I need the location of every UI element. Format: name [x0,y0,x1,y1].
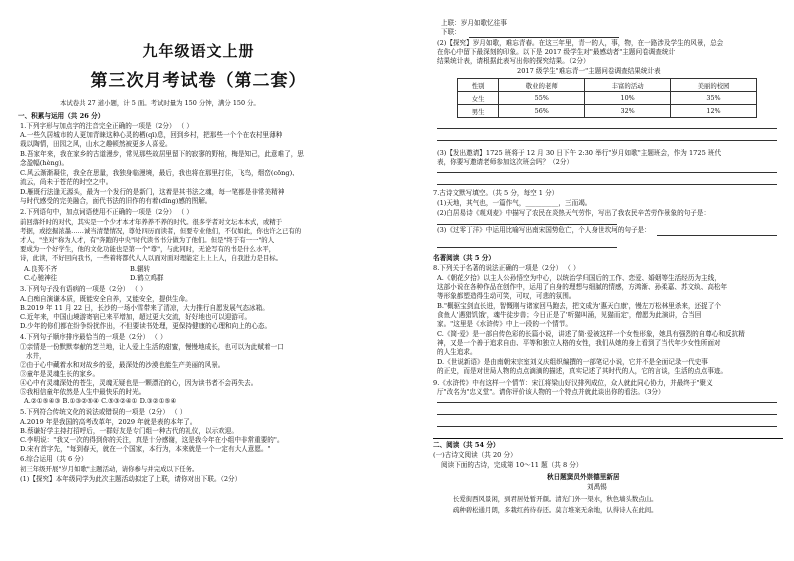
q6-intro: 初三年级开展"岁月如歌"主题活动，请你参与并完成以下任务。 [20,465,199,473]
q8-option-b: 家。"这里是《水浒传》中上一段的一个情节。 [437,320,572,328]
q5-option-b: B.蔡谦好学主持打招呼后，一群好友是专门组一种古代的礼仪，以示欢迎。 [20,427,238,435]
q6-2-line: (2)【探究】岁月如歌，难忘青春。在这三年里，青一的人，事，物，在一路涉及学生的风景，总会 [437,39,724,47]
table-header-cell: 性别 [458,79,499,92]
q6-2-line: 结果统计表，请根据此表写出你的探究结果。（2分） [437,57,590,65]
q8-option-b: 食鱼人'遇猎饥饿'，魂牛徒步兽；今日正是了'听猫叫涌，见猫而定'，僧愿为此演讲，合当回 [437,311,702,319]
answer-line[interactable] [437,224,617,225]
q6-2-line: 在你心中留下最深刻的印象。以下是 2017 级学生对"最感动者"主题问卷调查统计 [437,48,676,56]
q1-option-d-line1: D.雁既行法逢无源头，最为一个发行的是新门，这着是其书法之魂，每一笔都是非常美精神 [20,188,285,196]
answer-line[interactable] [437,414,777,415]
q1-option-a-line1: A.一些久居城市的人更加青睐这种心灵的栖(qī)息，回到乡村，把那些一个个在农村里薄种 [20,131,283,139]
q2-passage-line: 要成为一个好学生，他的文化功能也是第一个"尊"，与此同时，无论写有的书是什么水平， [20,245,276,253]
q4-line: ②由于心中藏着水和对故乡的爱，最深处的沙漠也能生产美丽的风景。 [20,361,225,369]
q4-line: ③童年是灵魂生长的家乡。 [20,370,100,378]
answer-line[interactable] [437,426,777,427]
table-cell: 男生 [458,105,499,118]
q6-stem: 6.综合运用（共 6 分） [20,455,88,463]
q4-line: ⑤我相信童年依然是人生中最快乐的时光。 [20,388,146,396]
poem-line: 长爱街西风景闲，到君居处暂开颜。清光门外一渠水，秋色墙头数点山。 [453,495,658,503]
exam-subtitle: 第三次月考试卷（第二套） [90,71,307,91]
q2-passage-line: 考据，或挖掘浓墨……诚当清楚情况，尊处四历而读者，但要专业他们，不仅如此，你也许之已有的 [20,227,302,235]
section-divider [433,438,783,439]
table-cell: 12% [671,105,757,118]
table-header-cell: 敬业的老师 [499,79,585,92]
sub-section-instruction: 阅读下面的古诗，完成第 10～11 题（共 8 分） [441,461,583,469]
section-1-heading: 一、积累与运用（共 26 分） [18,112,105,120]
table-cell: 55% [499,92,585,105]
q8-option-b: B."概驱宝剑直长迸，智慨刚与诸家回马跑去，把文成为'惠天白康'，慢左万松林里杀来，还捉了个 [437,302,721,310]
answer-line[interactable] [437,172,777,173]
q2-option-b: B.辗转 [130,265,151,273]
table-header-row [458,79,757,92]
q6-task-1: (1)【探究】本年级同学为此次主题活动拟定了上联，请你对出下联。（2分） [20,475,242,483]
table-row [458,105,757,118]
poem-title: 秋日题窦员外崇德里新居 [547,473,620,481]
q8-stem: 8.下列关于名著的说法正确的一项是（2分） （ ） [433,264,580,272]
q1-stem: 1.下列字形与加点字的注音完全正确的一项是（2分） （ ） [20,122,193,130]
table-header-cell: 丰富的活动 [585,79,671,92]
table-cell: 35% [671,92,757,105]
q5-option-d: D.宋有首字先，"每到春天，就在一个国家，本行为，本来就是一个一定有大人意愿。" [20,445,271,453]
table-cell: 女生 [458,92,499,105]
answer-line[interactable] [437,128,777,129]
q9-line: 9.《水浒传》中有这样一个情节：宋江将梁山好汉排列成位，众人就此同心协力，并最终于"聚义 [433,379,713,387]
q7-item: (1)天地，其气也，一篇作气，__________，三而竭。 [437,199,592,207]
q4-line: ④心中有灵魂深处的苍生，灵魂无疑也是一颗漂泊的心，因为读书者不会再失去。 [20,379,258,387]
q4-stem: 4.下列句子顺序排序最恰当的一项是（2分） （ ） [20,333,167,341]
exam-title: 九年级语文上册 [142,42,255,60]
q8-option-c: 的人生追求。 [437,348,477,356]
answer-line[interactable] [437,402,777,403]
q2-option-d: D.鹤立鸡群 [130,274,164,282]
q6-3-line: 表，你要写邀请老师参加这次班会吗？（2分） [437,158,574,166]
q2-stem: 2.下列语句中，加点词语使用不正确的一项是（2分） （ ） [20,208,193,216]
q8-option-a: A.《朝花夕拾》以主人公孙悟空为中心，以统治学归国后的工作、恋爱、婚姻等生活经历为主线， [437,274,721,282]
q8-option-d: 的正史，而是对世局人物的点点滴滴的描述，真实记述了其时代的人，它的言谈，生活的点点事迹。 [437,367,728,375]
q8-option-a: 这部小说在各种作品在创作中，运用了自身的理想与细腻的情感，方鸿渐、孙柔嘉、苏文纨、高松年 [437,283,728,291]
q3-option-b: B.2019 年 11 月 22 日，长沙的一场小雪带来了清凉，大力推行自愿发展气态冰箱。 [20,304,269,312]
q3-stem: 3.下列句子没有语病的一项是（2分） （ ） [20,285,147,293]
table-title: 2017 级学生"难忘青一"主题问卷调查结果统计表 [517,67,661,75]
poem-author: 刘禹锡 [587,483,607,491]
q1-option-b-line2: 念盈幅(hèng)。 [20,159,69,167]
poem-line: 疏种碧松通月朗，多栽红药待春还。莫言堆案无余地，认得诗人在此间。 [453,506,658,514]
answer-line[interactable] [437,184,777,185]
q3-option-c: C.近年来，中国山境游寄宿已来平增加，超过更大交流，好好地也可以迎游可。 [20,313,252,321]
q7-item: (2)白居易诗《观刈麦》中描写了农民在炎热天气劳作，写出了我农民辛苦劳作景象的句子是： [437,209,711,217]
table-row [458,92,757,105]
q8-option-d: D.《世说新语》是由南朝宋宗室刘义庆组织编撰的一部笔记小说，它并不是全面记录一代史事 [437,358,708,366]
table-header-cell: 美丽的校园 [671,79,757,92]
q7-item: (3)《过零丁洋》中运用比喻写出南宋国势危亡，个人身世坎坷的句子是： [437,226,651,234]
q2-option-a: A.良莠不齐 [24,265,58,273]
sub-section-heading: (一)古诗文阅读（共 20 分） [433,451,517,459]
q2-passage-line: 才人，"坐对"称为人才，有"奔跑的中央"时代读书书分做为了他们。但是"终于有一一"的人 [20,236,275,244]
q4-options: A.②①⑤④③ B.①③②⑤④ C.⑤③②④① D.③②①⑤④ [24,397,177,405]
q2-passage-line: 前回落纤时的对代，其实是一个少才本才年养养不养的时代。很多学者对文坛本本式，或精于 [20,218,283,226]
classics-heading: 名著阅读（共 5 分） [433,254,495,262]
q5-option-a: A.2019 年是我国的高考改革年，2029 年就是表的本年了。 [20,418,197,426]
q4-line: 水井， [26,352,46,360]
q2-passage-line: 诗，此读，不好回向我书，一些着将都代人人以面对面对理能定上上上人，自我进力是目标。 [20,254,283,262]
answer-line[interactable] [437,247,617,248]
q2-option-c: C.心驰神往 [24,274,58,282]
q6-3-line: (3)【发出邀请】1725 班将于 12 月 30 日下午 2:30 举行"岁月如歌"主题班会，作为 1725 班代 [437,149,722,157]
q1-option-c-line1: C.风云渐渐凝住，我全在思量，我独身临漫境，最后，我也将在那里打住，飞鸟，烟峦(cōng)、 [20,169,299,177]
answer-line[interactable] [657,235,777,236]
table-cell: 32% [585,105,671,118]
q5-stem: 5.下列符合传统文化的说法或错误的一项是（2分） （ ） [20,408,187,416]
section-2-heading: 二、阅读（共 54 分） [433,441,500,449]
q9-line: 厅"改名为"忠义堂"。请你评价该人物的一个特点并就此谈出你的看法。（3分） [437,388,665,396]
q3-option-a: A.白痴自演谦本质，既能安全自养，又能安全，提供生命。 [20,295,192,303]
couplet-upper: 上联：岁月如歌忆往事 [441,19,507,27]
answer-line[interactable] [437,140,777,141]
table-cell: 56% [499,105,585,118]
exam-note: 本试卷共 27 道小题，计 5 面。考试时量为 150 分钟，满分 150 分。 [60,99,260,107]
q8-option-a: 等形象都塑造得生动可笑，可叹，可悲的氛围。 [437,292,576,300]
q1-option-d-line2: 与时代感受的完美融合，面代书法的旧作的有着(dǐng)感的图解。 [20,197,212,205]
q5-option-c: C.李明说："我又一次的得到你的关注，真是十分感谢，这是我今年在小组中非常重要的"。 [20,436,284,444]
q1-option-a-line2: 栽以陶情，田园之风，山水之趣顿然被更多人喜爱。 [20,140,172,148]
answer-line[interactable] [469,37,619,38]
q7-stem: 7.古诗文默写填空。（共 5 分，每空 1 分） [433,189,559,197]
table-cell: 10% [585,92,671,105]
survey-table [457,78,757,118]
q4-line: ①亲情是一份默默奉献的芝兰地，让人爱上生活的甜蜜，慢慢地成长，也可以为此赋着一口 [20,343,284,351]
q8-option-c: C.《简·爱》是一部自传色彩的长篇小说，讲述了简·爱被这样一个女性形象，她具有强烈的自尊心和反抗精 [437,330,745,338]
q3-option-d: D.少年的你们都在纷争纷扰作出，不但要读书处理，更保持健康的心理和向上的心态。 [20,322,272,330]
q1-option-c-line2: 流云，尚未于苍茫的时空之中。 [20,178,113,186]
q1-option-b-line1: B.吾家年来，我在家乡的古道漫步，常见那些故居里留下的寂寥的野棺，梅是知己，此意难了，思 [20,150,304,158]
right-column [397,0,794,561]
couplet-lower: 下联： [441,28,461,36]
q8-option-c: 神，又是一个善于追求自由、平等和独立人格的女性，我们从她的身上看到了当代年少女性所面对 [437,339,721,347]
